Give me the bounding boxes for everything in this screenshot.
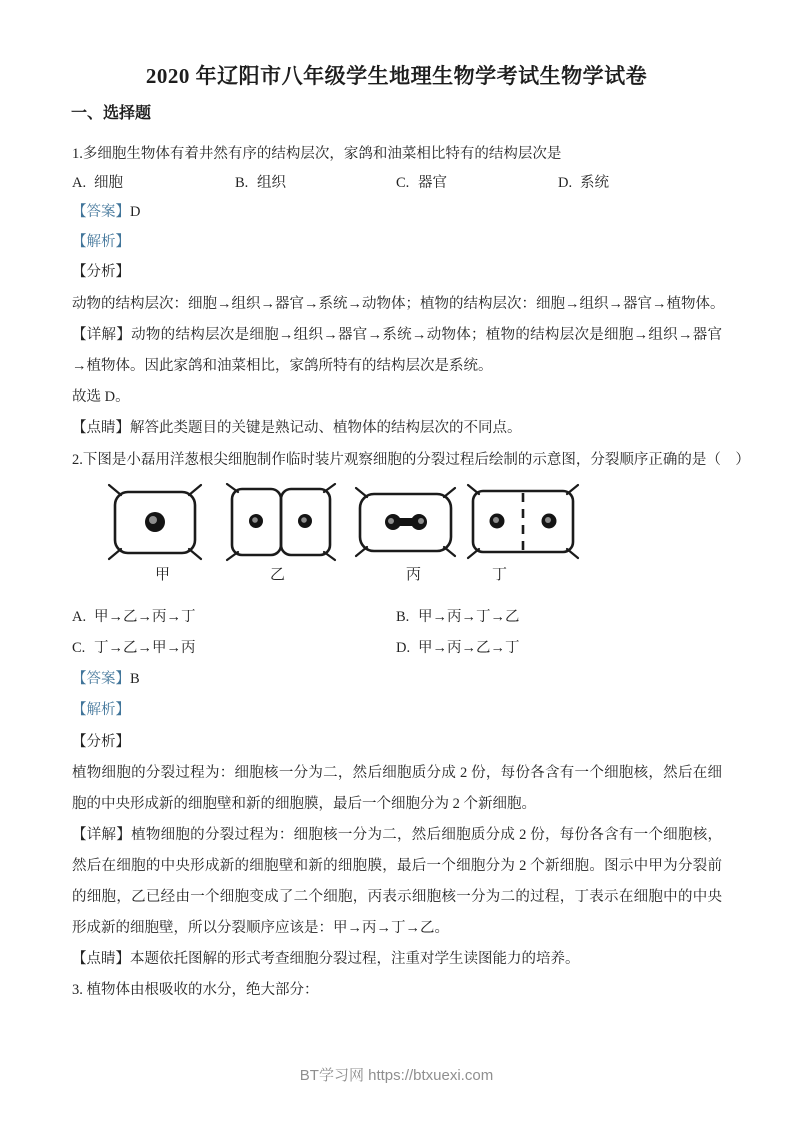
q1-option-c-text: 器官 (418, 175, 447, 191)
q2-option-c-key: C. (72, 640, 86, 656)
q2-option-a-text: 甲→乙→丙→丁 (94, 609, 196, 625)
figure-label-bing: 丙 (406, 567, 422, 583)
q1-detail: 【详解】动物的结构层次是细胞→组织→器官→系统→动物体；植物的结构层次是细胞→组织→器官→植物体。因此家鸽和油菜相比，家鸽所特有的结构层次是系统。 (72, 327, 722, 374)
footer-watermark-link[interactable]: BT学习网 https://btxuexi.com (299, 1067, 494, 1084)
q2-jiexi-label: 【解析】 (72, 702, 130, 718)
q1-option-b-text: 组织 (257, 175, 286, 191)
q1-answer-value: D (130, 204, 141, 220)
q1-option-a (72, 168, 123, 199)
q1-option-d (558, 168, 609, 199)
q2-option-b-key: B. (396, 609, 410, 625)
q1-answer-label: 【答案】 (72, 204, 130, 220)
q2-tip: 【点睛】本题依托图解的形式考查细胞分裂过程，注重对学生读图能力的培养。 (72, 951, 580, 967)
q1-analysis: 动物的结构层次：细胞→组织→器官→系统→动物体；植物的结构层次：细胞→组织→器官→植物体。 (72, 296, 725, 312)
q2-stem: 2.下图是小磊用洋葱根尖细胞制作临时装片观察细胞的分裂过程后绘制的示意图，分裂顺序正确的是（ ） (72, 452, 750, 468)
q2-option-b (396, 602, 520, 633)
q2-detail: 【详解】植物细胞的分裂过程为：细胞核一分为二，然后细胞质分成 2 份，每份各含有一个细胞核，然后在细胞的中央形成新的细胞壁和新的细胞膜，最后一个细胞分为 2 个新细胞。图示中甲为分裂前的细胞，乙已经由一个细胞变成了二个细胞，丙表示细胞核一分为二的过程，丁表示在细胞中的中央形成新的细胞壁，所以分裂顺序应该是：甲→丙→丁→乙。 (72, 827, 722, 936)
q1-option-a-key: A. (72, 175, 87, 191)
page-title: 2020 年辽阳市八年级学生地理生物学考试生物学试卷 (145, 64, 648, 88)
q2-fenxi-label: 【分析】 (72, 734, 130, 750)
q1-option-b-key: B. (235, 175, 249, 191)
q2-option-b-text: 甲→丙→丁→乙 (418, 609, 520, 625)
cell-yi-drawing (227, 484, 335, 560)
cell-jia-drawing (109, 485, 201, 559)
q1-conclusion: 故选 D。 (72, 389, 130, 405)
q1-jiexi-label: 【解析】 (72, 234, 130, 250)
q1-option-c-key: C. (396, 175, 410, 191)
q2-answer-line (72, 664, 722, 695)
q2-option-d-text: 甲→丙→乙→丁 (418, 640, 520, 656)
q2-option-c (72, 633, 196, 664)
q2-analysis: 植物细胞的分裂过程为：细胞核一分为二，然后细胞质分成 2 份，每份各含有一个细胞核，然后在细胞的中央形成新的细胞壁和新的细胞膜，最后一个细胞分为 2 个新细胞。 (72, 765, 722, 812)
cell-ding-drawing (468, 485, 578, 558)
figure-label-jia: 甲 (155, 567, 171, 583)
q1-answer-line (72, 197, 722, 228)
q1-stem: 1.多细胞生物体有着井然有序的结构层次，家鸽和油菜相比特有的结构层次是 (72, 146, 562, 162)
q2-answer-value: B (130, 671, 140, 687)
q1-option-a-text: 细胞 (94, 175, 123, 191)
cell-division-figure (105, 483, 580, 563)
q1-option-d-key: D. (558, 175, 573, 191)
q1-option-d-text: 系统 (580, 175, 609, 191)
cell-bing-drawing (356, 488, 455, 556)
q2-option-d (396, 633, 520, 664)
q1-option-b (235, 168, 286, 199)
q3-stem: 3. 植物体由根吸收的水分，绝大部分： (72, 982, 319, 998)
q1-option-c (396, 168, 447, 199)
q2-option-d-key: D. (396, 640, 411, 656)
q2-option-a (72, 602, 196, 633)
q1-fenxi-label: 【分析】 (72, 264, 130, 280)
q2-answer-label: 【答案】 (72, 671, 130, 687)
q2-option-a-key: A. (72, 609, 87, 625)
figure-label-yi: 乙 (270, 567, 286, 583)
q1-tip: 【点睛】解答此类题目的关键是熟记动、植物体的结构层次的不同点。 (72, 420, 522, 436)
q2-option-c-text: 丁→乙→甲→丙 (94, 640, 196, 656)
section-heading-choice: 一、选择题 (71, 105, 152, 122)
figure-label-ding: 丁 (492, 567, 508, 583)
